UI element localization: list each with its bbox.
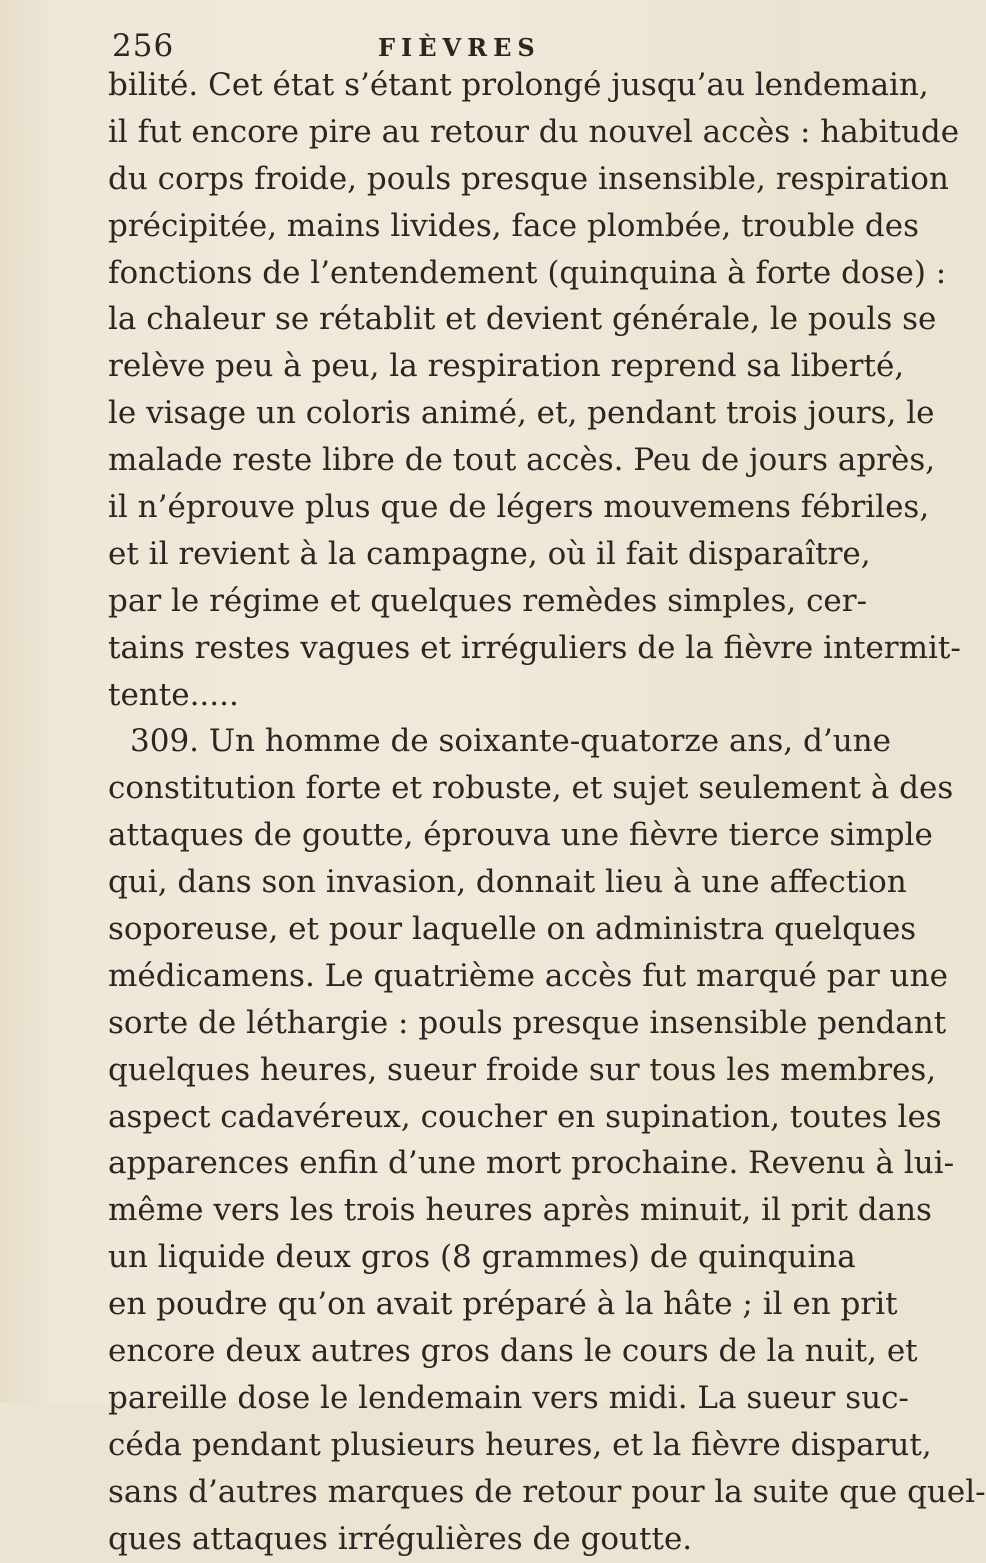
text-line: tains restes vagues et irréguliers de la fièvre intermit- <box>108 629 961 666</box>
text-line: précipitée, mains livides, face plombée, trouble des <box>108 207 920 244</box>
text-line: apparences enfin d’une mort prochaine. Revenu à lui- <box>108 1145 955 1182</box>
text-line: médicamens. Le quatrième accès fut marqué par une <box>108 957 948 994</box>
text-line: qui, dans son invasion, donnait lieu à une affection <box>108 864 907 901</box>
text-line: sans d’autres marques de retour pour la suite que quel- <box>108 1473 986 1510</box>
text-line: constitution forte et robuste, et sujet seulement à des <box>108 770 954 807</box>
running-title: FIÈVRES <box>378 33 541 62</box>
text-line: en poudre qu’on avait préparé à la hâte ; il en prit <box>108 1286 898 1323</box>
body-text <box>108 62 986 1563</box>
text-line: relève peu à peu, la respiration reprend sa liberté, <box>108 348 905 385</box>
text-line: attaques de goutte, éprouva une fièvre tierce simple <box>108 817 933 854</box>
text-line: tente..... <box>108 676 239 713</box>
text-line: du corps froide, pouls presque insensible, respiration <box>108 160 949 197</box>
text-line: sorte de léthargie : pouls presque insensible pendant <box>108 1004 947 1041</box>
text-line: par le régime et quelques remèdes simples, cer- <box>108 582 868 619</box>
paragraph-start-line: 309. Un homme de soixante-quatorze ans, d’une <box>130 723 891 760</box>
text-line: fonctions de l’entendement (quinquina à forte dose) : <box>108 254 947 291</box>
text-line: quelques heures, sueur froide sur tous les membres, <box>108 1051 937 1088</box>
text-line: ques attaques irrégulières de goutte. <box>108 1520 693 1557</box>
text-line: encore deux autres gros dans le cours de la nuit, et <box>108 1333 918 1370</box>
text-line: et il revient à la campagne, où il fait disparaître, <box>108 535 871 572</box>
text-line: même vers les trois heures après minuit, il prit dans <box>108 1192 932 1229</box>
text-line: soporeuse, et pour laquelle on administra quelques <box>108 911 917 948</box>
text-line: malade reste libre de tout accès. Peu de jours après, <box>108 442 936 479</box>
text-line: un liquide deux gros (8 grammes) de quinquina <box>108 1239 856 1276</box>
text-line: bilité. Cet état s’étant prolongé jusqu’au lendemain, <box>108 67 929 103</box>
text-line: pareille dose le lendemain vers midi. La sueur suc- <box>108 1379 909 1416</box>
text-line: la chaleur se rétablit et devient générale, le pouls se <box>108 301 937 338</box>
text-line: aspect cadavéreux, coucher en supination, toutes les <box>108 1098 942 1135</box>
text-line: il fut encore pire au retour du nouvel accès : habitude <box>108 113 960 150</box>
page-number: 256 <box>112 28 175 64</box>
text-line: le visage un coloris animé, et, pendant trois jours, le <box>108 395 935 432</box>
text-line: il n’éprouve plus que de légers mouvemens fébriles, <box>108 489 930 526</box>
text-line: céda pendant plusieurs heures, et la fièvre disparut, <box>108 1426 932 1463</box>
